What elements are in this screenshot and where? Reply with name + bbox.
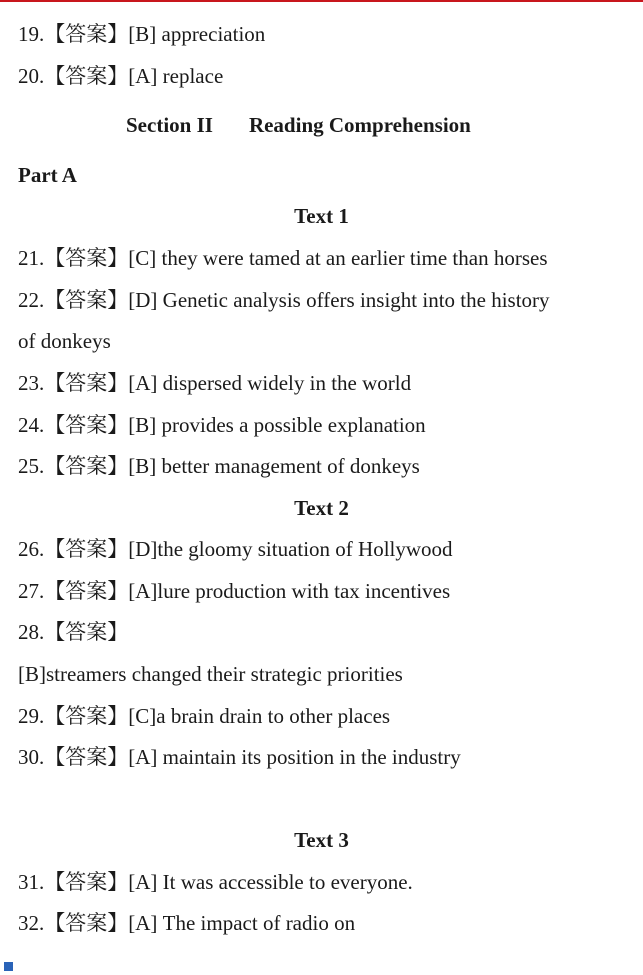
answer-tag: 【答案】 — [44, 371, 129, 395]
answer-tag: 【答案】 — [44, 288, 129, 312]
text-1-heading: Text 1 — [294, 204, 349, 228]
answer-number: 25. — [18, 454, 45, 478]
answer-text: [B] provides a possible explanation — [128, 413, 426, 437]
answer-number: 26. — [18, 537, 45, 561]
answer-tag: 【答案】 — [44, 911, 129, 935]
section-title: Reading Comprehension — [248, 113, 471, 137]
answer-27 — [18, 578, 450, 604]
section-heading — [126, 112, 471, 138]
answer-number: 19. — [18, 22, 45, 46]
answer-text: [B] appreciation — [128, 22, 266, 46]
answer-text: [D] Genetic analysis offers insight into the history — [128, 288, 550, 312]
answer-28-continuation: [B]streamers changed their strategic priorities — [18, 662, 403, 686]
answer-text: [C]a brain drain to other places — [128, 704, 391, 728]
answer-number: 30. — [18, 745, 45, 769]
answer-text: [A] dispersed widely in the world — [128, 371, 412, 395]
answer-text: [B] better management of donkeys — [128, 454, 420, 478]
answer-19 — [18, 21, 265, 47]
answer-text: [D]the gloomy situation of Hollywood — [128, 537, 453, 561]
answer-tag: 【答案】 — [44, 620, 129, 644]
answer-20 — [18, 63, 223, 89]
answer-text: [A]lure production with tax incentives — [128, 579, 451, 603]
answer-31 — [18, 869, 413, 895]
corner-marker — [4, 962, 13, 971]
answer-26 — [18, 536, 453, 562]
answer-text: [A] The impact of radio on — [128, 911, 356, 935]
answer-number: 28. — [18, 620, 45, 644]
answer-text: [C] they were tamed at an earlier time than horses — [128, 246, 548, 270]
answer-tag: 【答案】 — [44, 704, 129, 728]
answer-number: 22. — [18, 288, 45, 312]
answer-number: 27. — [18, 579, 45, 603]
answer-tag: 【答案】 — [44, 454, 129, 478]
section-label: Section II — [126, 113, 213, 137]
top-red-rule — [0, 0, 643, 2]
answer-tag: 【答案】 — [44, 537, 129, 561]
answer-tag: 【答案】 — [44, 22, 129, 46]
text-2-heading: Text 2 — [294, 496, 349, 520]
answer-29 — [18, 703, 390, 729]
answer-24 — [18, 412, 426, 438]
answer-text: [A] It was accessible to everyone. — [128, 870, 413, 894]
answer-text: [A] maintain its position in the industry — [128, 745, 461, 769]
answer-number: 32. — [18, 911, 45, 935]
answer-tag: 【答案】 — [44, 870, 129, 894]
answer-tag: 【答案】 — [44, 246, 129, 270]
answer-28 — [18, 619, 128, 645]
part-heading: Part A — [18, 163, 77, 187]
answer-tag: 【答案】 — [44, 745, 129, 769]
answer-tag: 【答案】 — [44, 579, 129, 603]
answer-32 — [18, 910, 355, 936]
answer-21 — [18, 245, 548, 271]
answer-tag: 【答案】 — [44, 64, 129, 88]
answer-22 — [18, 287, 550, 313]
answer-25 — [18, 453, 420, 479]
answer-number: 23. — [18, 371, 45, 395]
text-3-heading: Text 3 — [294, 828, 349, 852]
answer-22-continuation: of donkeys — [18, 329, 111, 353]
answer-23 — [18, 370, 411, 396]
answer-30 — [18, 744, 461, 770]
answer-number: 20. — [18, 64, 45, 88]
answer-number: 24. — [18, 413, 45, 437]
answer-tag: 【答案】 — [44, 413, 129, 437]
answer-text: [A] replace — [128, 64, 224, 88]
answer-number: 21. — [18, 246, 45, 270]
answer-number: 29. — [18, 704, 45, 728]
answer-number: 31. — [18, 870, 45, 894]
